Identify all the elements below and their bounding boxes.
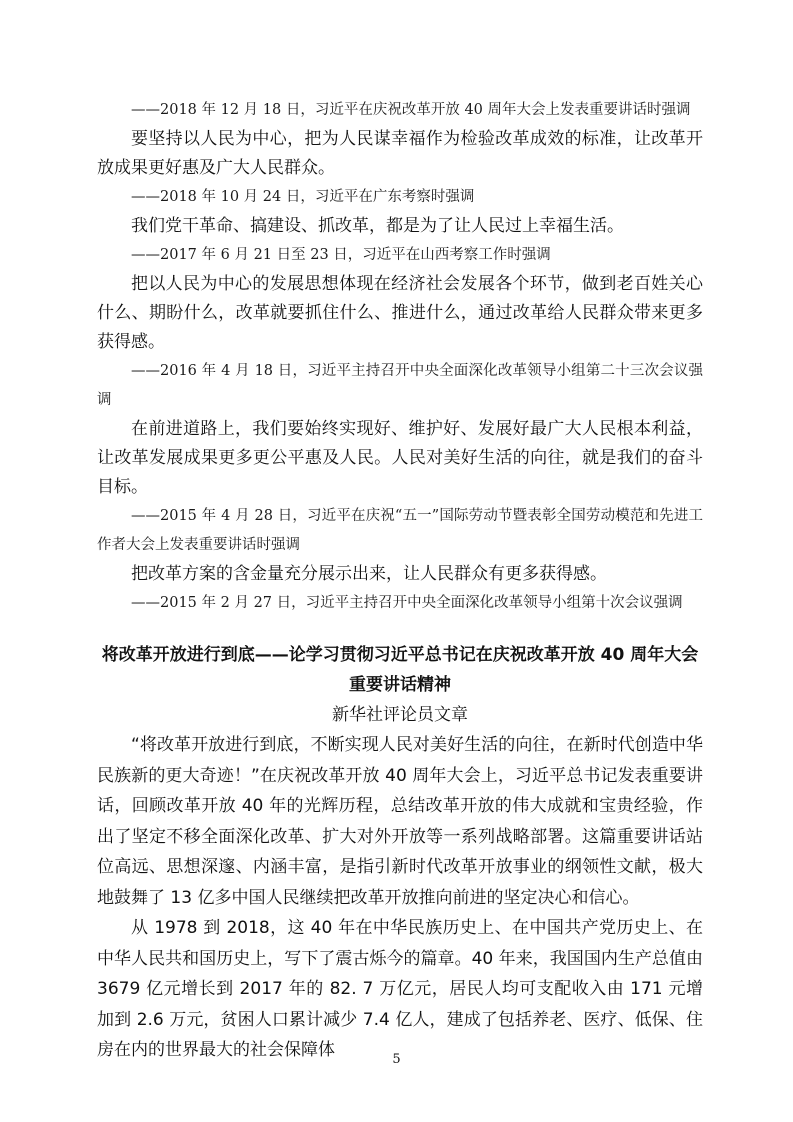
- quote-text: 我们党干革命、搞建设、抓改革，都是为了让人民过上幸福生活。: [131, 216, 624, 236]
- quote-source: ——2018 年 10 月 24 日，习近平在广东考察时强调: [131, 189, 475, 205]
- quote-source: ——2018 年 12 月 18 日，习近平在庆祝改革开放 40 周年大会上发表重要讲话时强调: [131, 102, 691, 118]
- quote-text: 在前进道路上，我们要始终实现好、维护好、发展好最广大人民根本利益，让改革发展成果更多更公平惠及人民。人民对美好生活的向往，就是我们的奋斗目标。: [97, 419, 703, 497]
- quote-source: ——2017 年 6 月 21 日至 23 日，习近平在山西考察工作时强调: [131, 247, 551, 263]
- article-title: 将改革开放进行到底——论学习贯彻习近平总书记在庆祝改革开放 40 周年大会重要讲话精神: [101, 645, 699, 695]
- quote-text: 要坚持以人民为中心，把为人民谋幸福作为检验改革成效的标准，让改革开放成果更好惠及广大人民群众。: [97, 129, 703, 178]
- page-number: 5: [392, 1052, 401, 1067]
- quote-source: ——2015 年 2 月 27 日，习近平主持召开中央全面深化改革领导小组第十次会议强调: [131, 595, 683, 611]
- quote-source: ——2016 年 4 月 18 日，习近平主持召开中央全面深化改革领导小组第二十三次会议强调: [97, 363, 703, 408]
- section-gap: [97, 618, 703, 640]
- article-byline: 新华社评论员文章: [332, 705, 468, 725]
- quote-text: 把以人民为中心的发展思想体现在经济社会发展各个环节，做到老百姓关心什么、期盼什么，改革就要抓住什么、推进什么，通过改革给人民群众带来更多获得感。: [97, 274, 703, 352]
- article-paragraph: 从 1978 到 2018，这 40 年在中华民族历史上、在中国共产党历史上、在中华人民共和国历史上，写下了震古烁今的篇章。40 年来，我国国内生产总值由 3679 亿元增长到 2017 年的 82. 7 万亿元，居民人均可支配收入由 171 元增加到 2.6 万元，贫困人口累计减少 7.4 亿人，建成了包括养老、医疗、低保、住房在内的世界最大的社会保障体: [97, 918, 703, 1060]
- quote-source: ——2015 年 4 月 28 日，习近平在庆祝“五一”国际劳动节暨表彰全国劳动模范和先进工作者大会上发表重要讲话时强调: [97, 508, 703, 553]
- document-page: [97, 96, 703, 1066]
- quote-text: 把改革方案的含金量充分展示出来，让人民群众有更多获得感。: [131, 564, 607, 584]
- article-paragraph: “将改革开放进行到底，不断实现人民对美好生活的向往，在新时代创造中华民族新的更大奇迹！”在庆祝改革开放 40 周年大会上，习近平总书记发表重要讲话，回顾改革开放 40 年的光辉历程，总结改革开放的伟大成就和宝贵经验，作出了坚定不移全面深化改革、扩大对外开放等一系列战略部署。这篇重要讲话站位高远、思想深邃、内涵丰富，是指引新时代改革开放事业的纲领性文献，极大地鼓舞了 13 亿多中国人民继续把改革开放推向前进的坚定决心和信心。: [97, 735, 703, 908]
